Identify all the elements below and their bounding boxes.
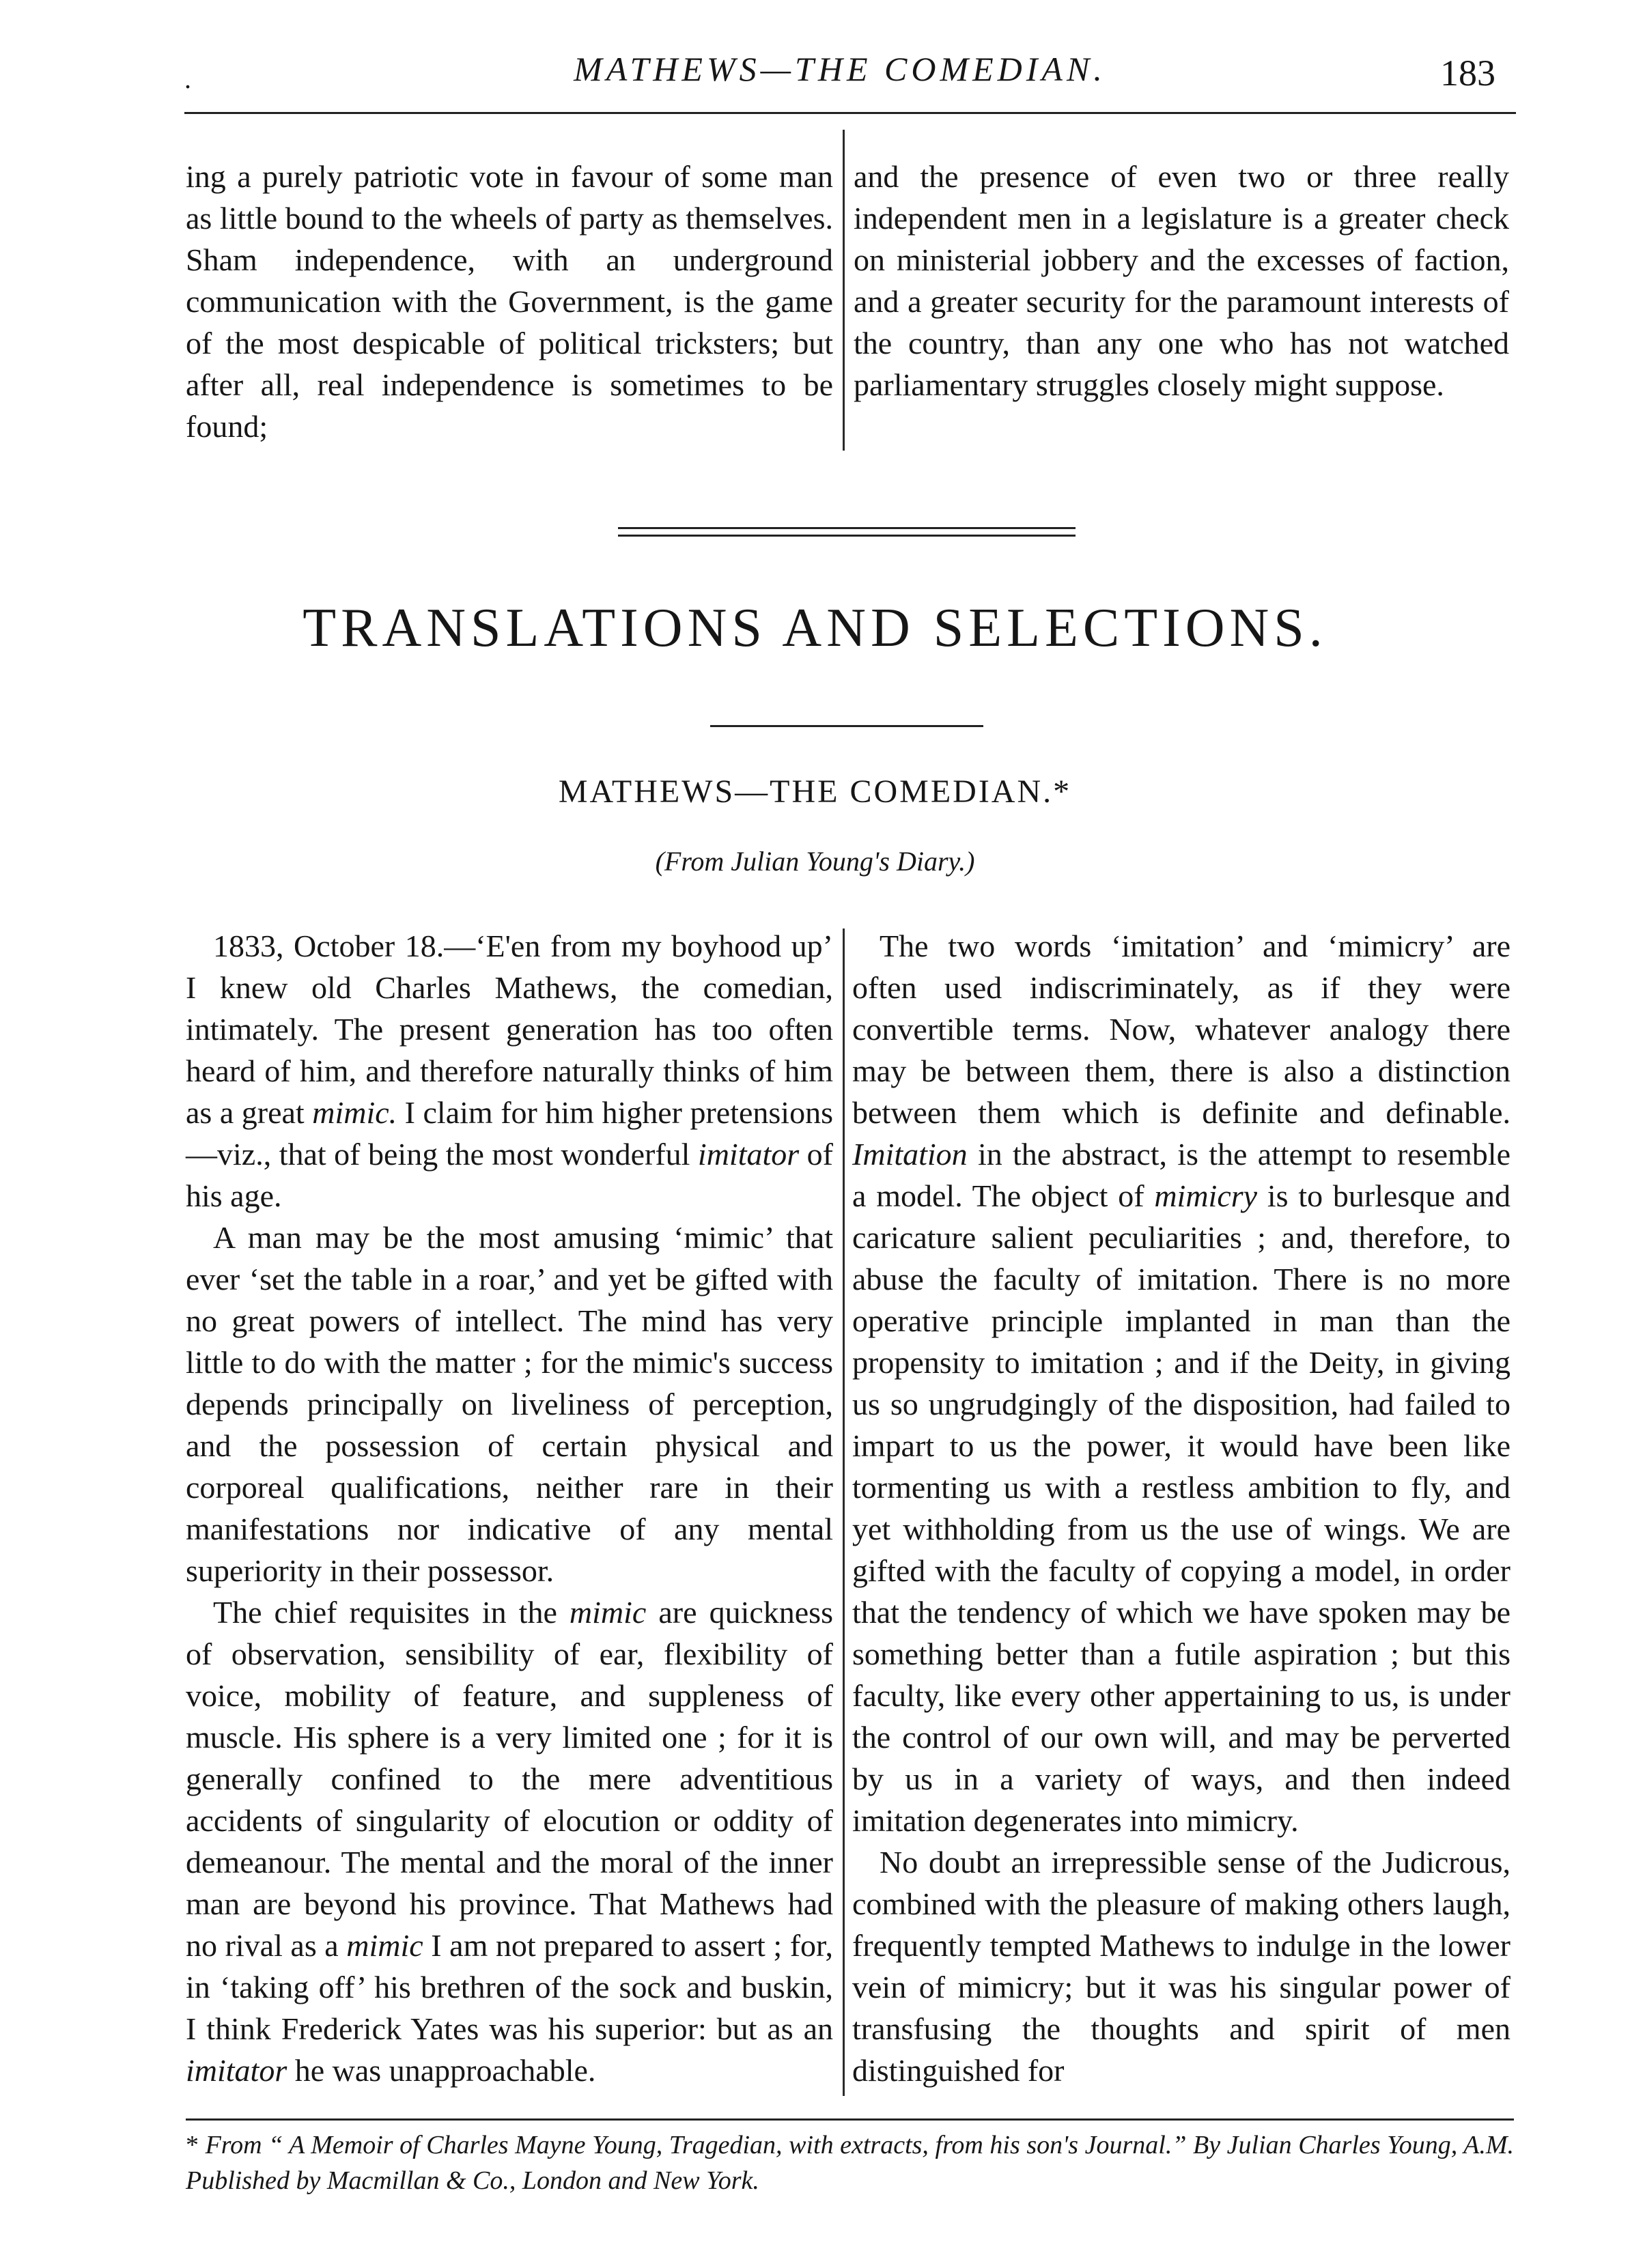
page-number: 183 [1440,53,1495,94]
continuation-right-text: and the presence of even two or three really independent men in a legislature is a greater check on ministerial jobbery and the excesses of faction, and a greater security for the paramount interests of the country, than any one who has not watched parliamentary struggles closely might suppose. [854,159,1509,402]
left-paragraph-2: A man may be the most amusing ‘mimic’ that ever ‘set the table in a roar,’ and yet be gifted with no great powers of intellect. The mind has very little to do with the matter ; for the mimic's success depends principally on liveliness of perception, and the possession of certain physical and corporeal qualifications, neither rare in their manifestations nor indicative of any mental superiority in their possessor. [186,1220,833,1588]
section-title: TRANSLATIONS AND SELECTIONS. [303,598,1327,658]
running-head-title: MATHEWS—THE COMEDIAN. [574,50,1106,88]
right-paragraph-1: The two words ‘imitation’ and ‘mimicry’ are often used indiscriminately, as if they were convertible terms. Now, whatever analogy there may be between them, there is also a distinction between them which is definite and definable. Imitation in the abstract, is the attempt to resemble a model. The object of mimicry is to burlesque and caricature salient peculiarities ; and, therefore, to abuse the faculty of imitation. There is no more operative principle implanted in man than the propensity to imitation ; and if the Deity, in giving us so ungrudgingly of the disposition, had failed to impart to us the power, it would have been like tormenting us with a restless ambition to fly, and yet withholding from us the use of wings. We are gifted with the faculty of copying a model, in order that the tendency of which we have spoken may be something better than a futile aspiration ; but this faculty, like every other appertaining to us, is under the control of our own will, and may be perverted by us in a variety of ways, and then indeed imitation degenerates into mimicry. [852,929,1510,1838]
column-divider-top [843,130,845,451]
article-left-column [186,925,833,2091]
footnote-mark: * [186,2131,199,2159]
footnote [186,2127,1514,2198]
continuation-right-column [854,156,1509,406]
section-short-rule [710,725,983,727]
footnote-rule [186,2118,1514,2121]
article-title: MATHEWS—THE COMEDIAN.* [558,774,1072,810]
left-paragraph-3: The chief requisites in the mimic are quickness of observation, sensibility of ear, flexibility of voice, mobility of feature, and suppleness of muscle. His sphere is a very limited one ; for it is generally confined to the mere adventitious accidents of singularity of elocution or oddity of demeanour. The mental and the moral of the inner man are beyond his province. That Mathews had no rival as a mimic I am not prepared to assert ; for, in ‘taking off’ his brethren of the sock and buskin, I think Frederick Yates was his superior: but as an imitator he was unapproachable. [186,1595,834,2088]
header-rule [184,112,1516,114]
column-divider-body [843,929,845,2096]
running-head [171,42,1509,97]
footnote-text: From “ A Memoir of Charles Mayne Young, Tragedian, with extracts, from his son's Journal.” By Julian Charles Young, A.M. Published by Macmillan & Co., London and New York. [186,2131,1514,2195]
article-source: (From Julian Young's Diary.) [655,846,975,877]
section-double-rule-top [618,527,1076,529]
right-paragraph-2: No doubt an irrepressible sense of the Judicrous, combined with the pleasure of making others laugh, frequently tempted Mathews to indulge in the lower vein of mimicry; but it was his singular power of transfusing the thoughts and spirit of men distinguished for [852,1845,1510,2088]
left-paragraph-1: 1833, October 18.—‘E'en from my boyhood up’ I knew old Charles Mathews, the comedian, intimately. The present generation has too often heard of him, and therefore naturally thinks of him as a great mimic. I claim for him higher pretensions—viz., that of being the most wonderful imitator of his age. [186,929,833,1213]
section-double-rule-bottom [618,535,1076,537]
running-head-dot: . [184,63,191,94]
continuation-left-text: ing a purely patriotic vote in favour of some man as little bound to the wheels of party as themselves. Sham independence, with an underground communication with the Government, is the game of the most despicable of political tricksters; but after all, real independence is sometimes to be found; [186,159,833,444]
continuation-left-column [186,156,833,447]
article-right-column [852,925,1510,2091]
